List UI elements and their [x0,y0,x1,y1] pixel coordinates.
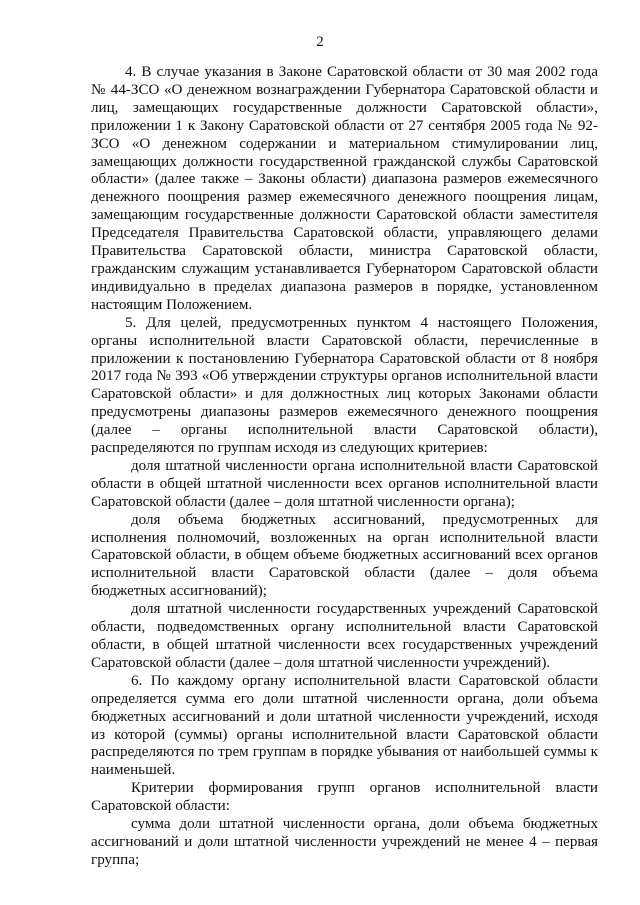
page-number: 2 [316,34,324,50]
criterion-staff-share: доля штатной численности органа исполнительной власти Саратовской области в общей штатной численности всех органов исполнительной власти Саратовской области (далее – доля штатной численности органа); [91,457,598,510]
group-criteria-heading: Критерии формирования групп органов исполнительной власти Саратовской области: [91,780,598,815]
criterion-institutions-share: доля штатной численности государственных учреждений Саратовской области, подведомственных органу исполнительной власти Саратовской области, в общей штатной численности всех государственных учреждений Саратовской области (далее – доля штатной численности учреждений). [91,601,598,671]
paragraph-item-4: 4. В случае указания в Законе Саратовской области от 30 мая 2002 года № 44-ЗСО «О денежном вознаграждении Губернатора Саратовской области и лиц, замещающих государственные должности Саратовской области», приложении 1 к Закону Саратовской области от 27 сентября 2005 года № 92-ЗСО «О денежном содержании и материальном стимулировании лиц, замещающих должности государственной гражданской службы Саратовской области» (далее также – Законы области) диапазона размеров ежемесячного денежного поощрения размер ежемесячного денежного поощрения лицам, замещающим государственные должности Саратовской области заместителя Председателя Правительства Саратовской области, управляющего делами Правительства Саратовской области, министра Саратовской области, гражданским служащим устанавливается Губернатором Саратовской области индивидуально в пределах диапазона размеров в порядке, установленном настоящим Положением. [91,64,598,313]
paragraph-item-5: 5. Для целей, предусмотренных пунктом 4 настоящего Положения, органы исполнительной власти Саратовской области, перечисленные в приложении к постановлению Губернатора Саратовской области от 8 ноября 2017 года № 393 «Об утверждении структуры органов исполнительной власти Саратовской области» и для должностных лиц которых Законами области предусмотрены диапазоны размеров ежемесячного денежного поощрения (далее – органы исполнительной власти Саратовской области), распределяются по группам исходя из следующих критериев: [91,314,598,457]
document-body [91,64,598,870]
first-group-criterion: сумма доли штатной численности органа, доли объема бюджетных ассигнований и доли штатной численности учреждений не менее 4 – первая группа; [91,816,598,868]
criterion-budget-share: доля объема бюджетных ассигнований, предусмотренных для исполнения полномочий, возложенных на орган исполнительной власти Саратовской области, в общем объеме бюджетных ассигнований всех органов исполнительной власти Саратовской области (далее – доля объема бюджетных ассигнований); [91,511,598,600]
paragraph-item-6: 6. По каждому органу исполнительной власти Саратовской области определяется сумма его доли штатной численности органа, доли объема бюджетных ассигнований и доли штатной численности учреждений, исходя из которой (суммы) органы исполнительной власти Саратовской области распределяются по трем группам в порядке убывания от наибольшей суммы к наименьшей. [91,672,598,779]
